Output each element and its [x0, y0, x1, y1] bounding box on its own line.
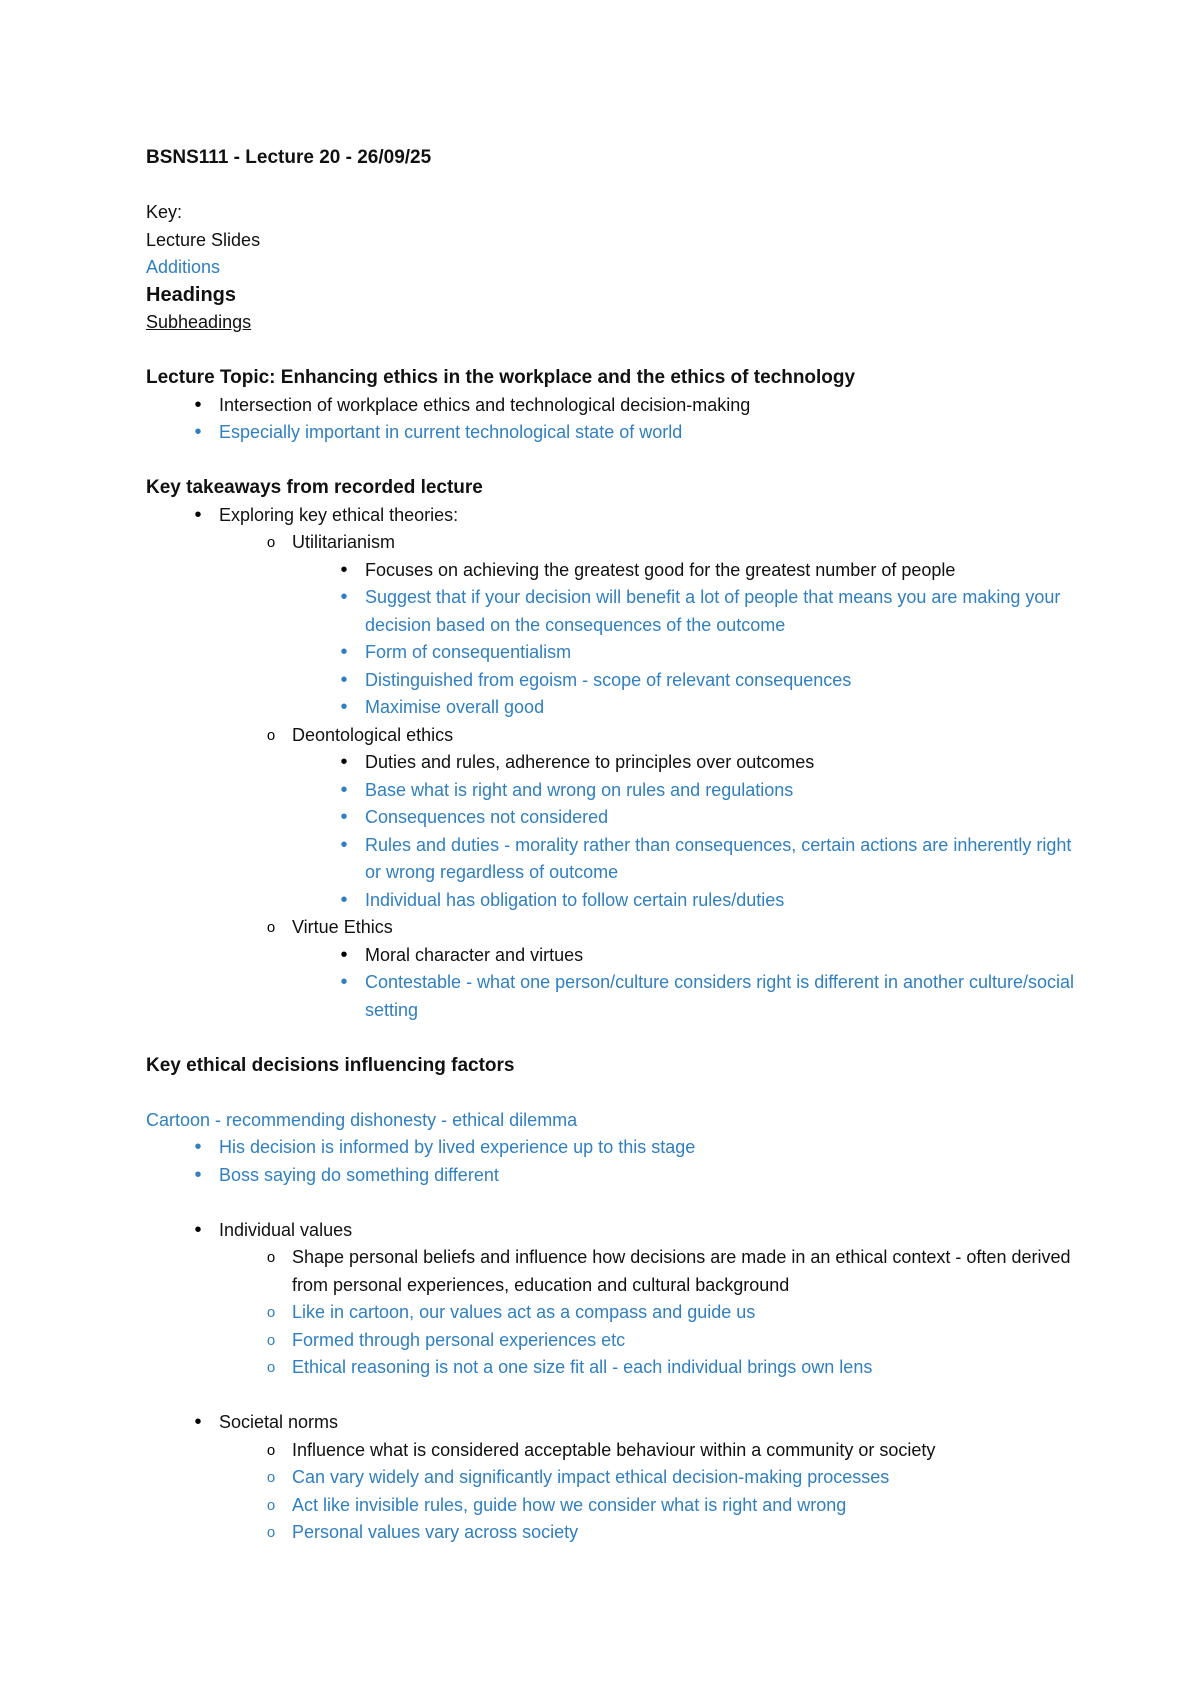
spacer	[146, 1079, 1086, 1107]
bullet-icon: •	[340, 943, 348, 966]
bullet-icon: •	[194, 393, 202, 416]
bullet-icon: •	[194, 1163, 202, 1186]
list-item: • Rules and duties - morality rather than consequences, certain actions are inherently right or wrong regardless of outcome	[146, 832, 1086, 887]
list-item: • Exploring key ethical theories:	[146, 502, 1086, 530]
bullet-icon: •	[194, 1218, 202, 1241]
circle-bullet-icon: o	[266, 1304, 276, 1321]
bullet-icon: •	[340, 888, 348, 911]
key-headings: Headings	[146, 283, 237, 306]
list-item: • Maximise overall good	[146, 694, 1086, 722]
list-item: • Especially important in current technological state of world	[146, 419, 1086, 447]
spacer	[146, 1189, 1086, 1217]
bullet-icon: •	[194, 503, 202, 526]
bullet-icon: •	[340, 751, 348, 773]
theory-utilitarianism: o Utilitarianism	[146, 529, 1086, 557]
circle-bullet-icon: o	[266, 1249, 276, 1266]
bullet-icon: •	[340, 586, 348, 608]
bullet-icon: •	[194, 421, 202, 443]
list-item: • Base what is right and wrong on rules and regulations	[146, 777, 1086, 805]
document-title: BSNS111 - Lecture 20 - 26/09/25	[146, 147, 432, 168]
spacer	[146, 1024, 1086, 1052]
spacer	[146, 447, 1086, 475]
list-item: • Form of consequentialism	[146, 639, 1086, 667]
list-item: • Societal norms	[146, 1409, 1086, 1437]
key-takeaways-list	[146, 502, 1086, 1025]
list-item: • Individual values	[146, 1217, 1086, 1245]
cartoon-note: Cartoon - recommending dishonesty - ethical dilemma	[146, 1109, 578, 1130]
list-item: o Influence what is considered acceptable behaviour within a community or society	[146, 1437, 1086, 1465]
circle-bullet-icon: o	[266, 1469, 276, 1486]
section-heading-key-takeaways: Key takeaways from recorded lecture	[146, 477, 483, 498]
list-item: o Can vary widely and significantly impact ethical decision-making processes	[146, 1464, 1086, 1492]
bullet-icon: •	[340, 971, 348, 993]
bullet-icon: •	[340, 641, 348, 663]
societal-norms-list	[146, 1409, 1086, 1547]
theory-deontological: o Deontological ethics	[146, 722, 1086, 750]
list-item: o Formed through personal experiences etc	[146, 1327, 1086, 1355]
circle-bullet-icon: o	[266, 919, 276, 936]
list-item: o Ethical reasoning is not a one size fit all - each individual brings own lens	[146, 1354, 1086, 1382]
bullet-icon: •	[340, 696, 348, 718]
section-heading-lecture-topic: Lecture Topic: Enhancing ethics in the workplace and the ethics of technology	[146, 367, 856, 388]
section-heading-influencing-factors: Key ethical decisions influencing factors	[146, 1054, 515, 1076]
list-item: • Boss saying do something different	[146, 1162, 1086, 1190]
circle-bullet-icon: o	[266, 534, 276, 551]
lecture-topic-list	[146, 392, 1086, 447]
theory-virtue-ethics: o Virtue Ethics	[146, 914, 1086, 942]
spacer	[146, 172, 1086, 200]
spacer	[146, 1382, 1086, 1410]
list-item: o Shape personal beliefs and influence how decisions are made in an ethical context - often derived from personal experiences, education and cultural background	[146, 1244, 1086, 1299]
bullet-icon: •	[340, 833, 348, 856]
list-item: • His decision is informed by lived experience up to this stage	[146, 1134, 1086, 1162]
spacer	[146, 337, 1086, 365]
circle-bullet-icon: o	[266, 1441, 276, 1459]
bullet-icon: •	[340, 558, 348, 581]
list-item: • Focuses on achieving the greatest good for the greatest number of people	[146, 557, 1086, 585]
bullet-icon: •	[340, 806, 348, 828]
list-item: • Duties and rules, adherence to principles over outcomes	[146, 749, 1086, 777]
bullet-icon: •	[194, 1136, 202, 1158]
list-item: • Suggest that if your decision will benefit a lot of people that means you are making your decision based on the consequences of the outcome	[146, 584, 1086, 639]
document-page	[146, 144, 1086, 1547]
circle-bullet-icon: o	[266, 1496, 276, 1514]
bullet-icon: •	[194, 1411, 202, 1433]
list-item: o Personal values vary across society	[146, 1519, 1086, 1547]
list-item: o Like in cartoon, our values act as a compass and guide us	[146, 1299, 1086, 1327]
list-item: • Contestable - what one person/culture considers right is different in another culture/social setting	[146, 969, 1086, 1024]
key-subheadings: Subheadings	[146, 312, 252, 332]
bullet-icon: •	[340, 778, 348, 801]
list-item: o Act like invisible rules, guide how we consider what is right and wrong	[146, 1492, 1086, 1520]
key-label: Key:	[146, 202, 183, 222]
key-additions: Additions	[146, 257, 221, 277]
individual-values-list	[146, 1217, 1086, 1382]
list-item: • Intersection of workplace ethics and technological decision-making	[146, 392, 1086, 420]
list-item: • Moral character and virtues	[146, 942, 1086, 970]
bullet-icon: •	[340, 668, 348, 691]
key-lecture-slides: Lecture Slides	[146, 229, 261, 250]
list-item: • Distinguished from egoism - scope of relevant consequences	[146, 667, 1086, 695]
cartoon-list	[146, 1134, 1086, 1189]
list-item: • Consequences not considered	[146, 804, 1086, 832]
circle-bullet-icon: o	[266, 1359, 276, 1376]
circle-bullet-icon: o	[266, 1331, 276, 1349]
circle-bullet-icon: o	[266, 726, 276, 744]
circle-bullet-icon: o	[266, 1524, 276, 1541]
list-item: • Individual has obligation to follow certain rules/duties	[146, 887, 1086, 915]
